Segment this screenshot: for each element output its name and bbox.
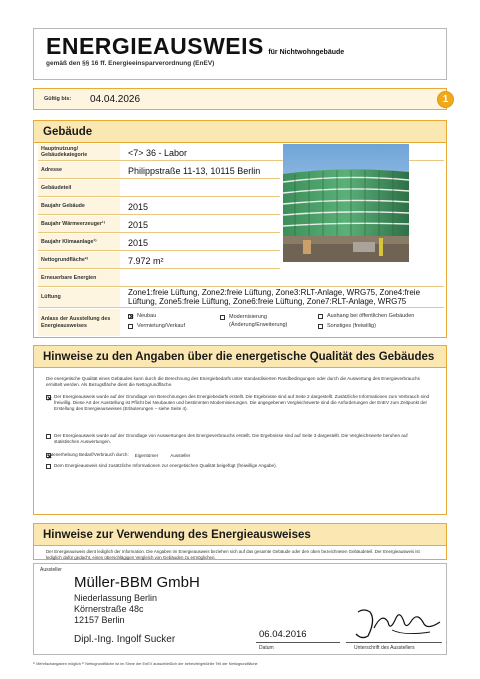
- row-address: [38, 162, 280, 179]
- reason-modernization[interactable]: Modernisierung (Änderung/Erweiterung): [220, 313, 310, 329]
- issuer-section: [33, 563, 447, 655]
- document-subtitle: für Nichtwohngebäude: [268, 49, 345, 56]
- date-label: Datum: [259, 645, 274, 651]
- reason-options: [120, 309, 444, 336]
- reason-public-display[interactable]: Aushang bei öffentlichen Gebäuden: [318, 313, 414, 319]
- quality-intro: Die energetische Qualität eines Gebäudes kann durch die Berechnung des Energiebedarfs unter standardisierten Randbedingungen oder durch die Auswertung des Energieverbrauchs ermittelt werden. Als Bezugsfläche dient die Nettogrundfläche.: [46, 376, 420, 388]
- row-year-ac: [38, 234, 280, 251]
- validity-bar: [33, 88, 447, 110]
- row-year-heater-value: 2015: [128, 220, 149, 230]
- row-address-value: Philippstraße 11-13, 10115 Berlin: [128, 166, 261, 176]
- option-additional-info[interactable]: Dem Energieausweis sind zusätzliche Informationen zur energetischen Qualität beigefügt (freiwillige Angabe).: [46, 463, 434, 469]
- data-owner-option[interactable]: Eigentümer: [135, 452, 159, 458]
- checkbox-icon: [128, 324, 133, 329]
- row-part-value: [120, 180, 136, 196]
- checkbox-icon: [220, 315, 225, 320]
- row-ventilation-label: Lüftung: [38, 288, 120, 307]
- row-renewables-value: [120, 270, 136, 286]
- row-ventilation: [38, 288, 444, 308]
- date-line: [256, 642, 340, 643]
- row-renewables: [38, 270, 444, 287]
- row-year-heater: [38, 216, 280, 233]
- row-reason: [38, 309, 444, 336]
- document-header: [33, 28, 447, 80]
- quality-hints-section: [33, 345, 447, 515]
- checkbox-icon: [318, 314, 323, 319]
- row-area-label: Nettogrundfläche²⁾: [38, 252, 120, 268]
- validity-date: 04.04.2026: [90, 93, 141, 105]
- signature-label: Unterschrift des Ausstellers: [354, 645, 415, 651]
- row-year-ac-value: 2015: [128, 238, 149, 248]
- issue-date: 06.04.2016: [259, 629, 307, 640]
- data-issuer-option[interactable]: Aussteller: [170, 452, 190, 458]
- issuer-branch: Niederlassung Berlin: [74, 593, 158, 603]
- row-reason-label: Anlass der Ausstellung des Energieausweises: [38, 309, 120, 336]
- footnote: ¹⁾ Mehrfachangaben möglich ²⁾ Nettogrundfläche ist im Sinne der EnEV ausschließlich der beheizte/gekühlte Teil der Nettogrundfläche: [33, 662, 258, 666]
- row-ventilation-value: Zone1:freie Lüftung, Zone2:freie Lüftung, Zone3:RLT-Anlage, WRG75, Zone4:freie Lüftung, Zone5:freie Lüftung, Zone6:freie Lüftung, Zone7:RLT-Anlage, WRG75: [128, 288, 421, 306]
- issuer-company: Müller-BBM GmbH: [74, 574, 200, 591]
- usage-hints-section: [33, 523, 447, 560]
- checkbox-checked-icon: [46, 395, 51, 400]
- data-collection-row: Datenerhebung Bedarf/Verbrauch durch: Eigentümer Aussteller: [46, 452, 191, 458]
- legal-basis: gemäß den §§ 16 ff. Energieeinsparverordnung (EnEV): [46, 60, 215, 67]
- option-consumption[interactable]: Der Energieausweis wurde auf der Grundlage von Auswertungen des Energieverbrauchs erstellt. Die Ergebnisse sind auf Seite 3 dargestellt. Die Vergleichswerte beruhen auf statistischen Auswertungen.: [46, 433, 434, 445]
- reason-rent-sale[interactable]: Vermietung/Verkauf: [128, 323, 185, 329]
- usage-hints-title: Hinweise zur Verwendung des Energieausweises: [34, 524, 446, 546]
- row-year-ac-label: Baujahr Klimaanlage¹⁾: [38, 234, 120, 250]
- issuer-label: Aussteller: [40, 567, 62, 573]
- option-demand[interactable]: Der Energieausweis wurde auf der Grundlage von Berechnungen des Energiebedarfs erstellt. Die Ergebnisse sind auf Seite 2 dargestellt. Zusätzliche Informationen zum Verbrauch sind freiwillig. Diese Art der Ausstellung ist Pflicht bei Neubauten und bestimmten Modernisierungen. Die angegebenen Vergleichswerte sind die Anforderungen der EnEV zum Zeitpunkt der Erstellung des Energieausweises (Erläuterungen – siehe Seite 4).: [46, 394, 434, 413]
- checkbox-icon: [318, 324, 323, 329]
- reason-neubau[interactable]: Neubau: [128, 313, 156, 319]
- signature-line: [346, 642, 442, 643]
- page-number-badge: 1: [437, 91, 454, 108]
- validity-label: Gültig bis:: [44, 96, 72, 102]
- reason-other[interactable]: Sonstiges (freiwillig): [318, 323, 376, 329]
- quality-hints-title: Hinweise zu den Angaben über die energetische Qualität des Gebäudes: [34, 346, 446, 368]
- row-area: [38, 252, 280, 269]
- signature-graphic: [344, 606, 444, 642]
- issuer-person: Dipl.-Ing. Ingolf Sucker: [74, 634, 176, 645]
- building-title: Gebäude: [34, 121, 446, 143]
- row-usage-label: Hauptnutzung/ Gebäudekategorie: [38, 144, 120, 160]
- checkbox-checked-icon: [46, 453, 51, 458]
- row-year-heater-label: Baujahr Wärmeerzeuger¹⁾: [38, 216, 120, 232]
- building-photo-image: [283, 144, 409, 262]
- document-title: ENERGIEAUSWEIS: [46, 33, 264, 59]
- usage-text: Der Energieausweis dient lediglich der Information. Die Angaben im Energieausweis beziehen sich auf das gesamte Gebäude oder den oben bezeichneten Gebäudeteil. Der Energieausweis ist lediglich dafür gedacht, einen überschlägigen Vergleich von Gebäuden zu ermöglichen.: [46, 549, 420, 560]
- checkbox-icon: [46, 464, 51, 469]
- row-usage-value: <7> 36 - Labor: [128, 148, 188, 158]
- row-year-building-value: 2015: [128, 202, 149, 212]
- row-year-building-label: Baujahr Gebäude: [38, 198, 120, 214]
- building-photo: [283, 144, 409, 262]
- checkbox-icon: [46, 434, 51, 439]
- issuer-street: Körnerstraße 48c: [74, 604, 144, 614]
- row-year-building: [38, 198, 280, 215]
- row-renewables-label: Erneuerbare Energien: [38, 270, 120, 286]
- row-part: [38, 180, 280, 197]
- checkbox-checked-icon: [128, 314, 133, 319]
- row-address-label: Adresse: [38, 162, 120, 178]
- issuer-city: 12157 Berlin: [74, 615, 125, 625]
- row-area-value: 7.972 m²: [128, 256, 164, 266]
- row-part-label: Gebäudeteil: [38, 180, 120, 196]
